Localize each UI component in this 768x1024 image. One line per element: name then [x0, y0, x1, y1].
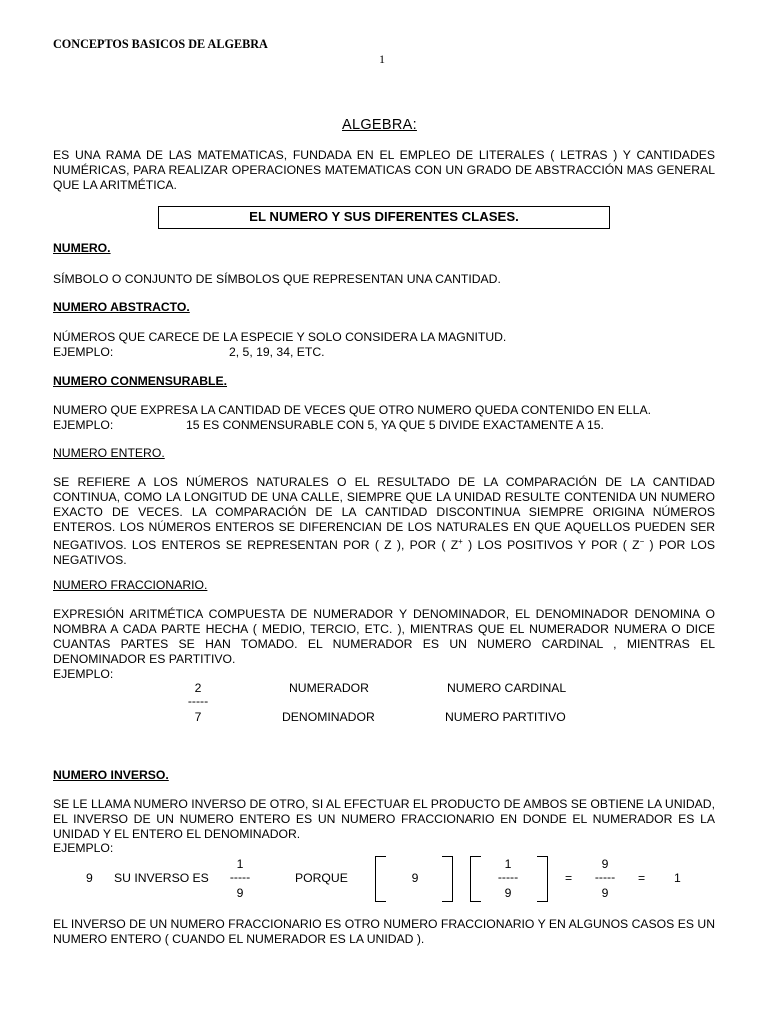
- inverse-numerator: 1: [236, 857, 244, 871]
- result-numerator: 9: [601, 857, 609, 871]
- fraction-denominator: 7: [194, 710, 202, 724]
- entero-heading: NUMERO ENTERO.: [53, 446, 165, 460]
- fraccionario-text: EXPRESIÓN ARITMÉTICA COMPUESTA DE NUMERADOR Y DENOMINADOR, EL DENOMINADOR DENOMINA O NOMBRA A CADA PARTE HECHA ( MEDIO, TERCIO, ETC. ), MIENTRAS QUE EL NUMERADOR NUMERA O DICE CUANTAS PARTES SE HAN TOMADO. EL NUMERADOR ES UN NUMERO CARDINAL , MIENTRAS EL DENOMINADOR ES PARTITIVO.: [53, 607, 715, 666]
- fraccionario-heading: NUMERO FRACCIONARIO.: [53, 578, 208, 592]
- entero-text-end: ) POR LOS NEGATIVOS.: [53, 537, 715, 567]
- left-bracket-1: [375, 856, 386, 902]
- conmensurable-example-label: EJEMPLO:: [53, 418, 114, 432]
- page-title: ALGEBRA:: [342, 117, 417, 133]
- bracket2-bar: -----: [497, 870, 519, 884]
- desc-cardinal: NUMERO CARDINAL: [447, 681, 567, 695]
- numero-heading: NUMERO.: [53, 241, 111, 255]
- running-header: CONCEPTOS BASICOS DE ALGEBRA: [53, 37, 268, 51]
- result-denominator: 9: [601, 886, 609, 900]
- conmensurable-heading: NUMERO CONMENSURABLE.: [53, 374, 228, 388]
- fraccionario-example-label: EJEMPLO:: [53, 667, 114, 681]
- su-inverso-text: SU INVERSO ES: [114, 871, 209, 885]
- conmensurable-example-value: 15 ES CONMENSURABLE CON 5, YA QUE 5 DIVIDE EXACTAMENTE A 15.: [186, 418, 604, 432]
- abstracto-example-label: EJEMPLO:: [53, 345, 114, 359]
- page-number: 1: [379, 52, 385, 66]
- intro-paragraph: ES UNA RAMA DE LAS MATEMATICAS, FUNDADA EN EL EMPLEO DE LITERALES ( LETRAS ) Y CANTIDADES NUMÉRICAS, PARA REALIZAR OPERACIONES MATEMATICAS CON UN GRADO DE ABSTRACCIÓN MAS GENERAL QUE LA ARITMÉTICA.: [53, 148, 715, 192]
- inverse-denominator: 9: [236, 886, 244, 900]
- inverso-heading: NUMERO INVERSO.: [53, 768, 169, 782]
- desc-partitivo: NUMERO PARTITIVO: [445, 710, 566, 724]
- entero-text-mid: ) LOS POSITIVOS Y POR ( Z: [462, 537, 640, 552]
- inverso-closing-text: EL INVERSO DE UN NUMERO FRACCIONARIO ES OTRO NUMERO FRACCIONARIO Y EN ALGUNOS CASOS ES UN NUMERO ENTERO ( CUANDO EL NUMERADOR ES LA UNIDAD ).: [53, 917, 715, 946]
- abstracto-text: NÚMEROS QUE CARECE DE LA ESPECIE Y SOLO CONSIDERA LA MAGNITUD.: [53, 330, 507, 344]
- label-denominador: DENOMINADOR: [282, 710, 375, 724]
- inverso-example-label: EJEMPLO:: [53, 841, 114, 855]
- equals-sign-2: =: [638, 871, 646, 885]
- bracket2-numerator: 1: [504, 857, 512, 871]
- abstracto-example-value: 2, 5, 19, 34, ETC.: [229, 345, 325, 359]
- superscript-minus: −: [639, 536, 645, 546]
- conmensurable-text: NUMERO QUE EXPRESA LA CANTIDAD DE VECES QUE OTRO NUMERO QUEDA CONTENIDO EN ELLA.: [53, 403, 651, 417]
- entero-text-main: SE REFIERE A LOS NÚMEROS NATURALES O EL RESULTADO DE LA COMPARACIÓN DE LA CANTIDAD CONTINUA, COMO LA LONGITUD DE UNA CALLE, SIEMPRE QUE LA UNIDAD RESULTE CONTENIDA UN NUMERO EXACTO DE VECES. LA COMPARACIÓN DE LA CANTIDAD DISCONTINUA SIEMPRE ORIGINA NÚMEROS ENTEROS. LOS NÚMEROS ENTEROS SE DIFERENCIAN DE LOS NATURALES EN QUE AQUELLOS PUEDEN SER NEGATIVOS. LOS ENTEROS SE REPRESENTAN POR ( Z ), POR ( Z: [53, 475, 715, 552]
- right-bracket-2: [537, 856, 548, 902]
- fraction-numerator: 2: [194, 681, 202, 695]
- section-title-box: EL NUMERO Y SUS DIFERENTES CLASES.: [158, 206, 610, 229]
- inverse-number: 9: [86, 871, 93, 885]
- bracket1-value: 9: [411, 871, 419, 885]
- label-numerador: NUMERADOR: [289, 681, 369, 695]
- entero-text: [53, 475, 715, 568]
- result-bar: -----: [594, 870, 616, 884]
- fraction-bar: -----: [187, 694, 209, 708]
- left-bracket-2: [470, 856, 481, 902]
- superscript-plus: +: [458, 536, 463, 546]
- numero-text: SÍMBOLO O CONJUNTO DE SÍMBOLOS QUE REPRESENTAN UNA CANTIDAD.: [53, 272, 501, 286]
- bracket2-denominator: 9: [504, 886, 512, 900]
- right-bracket-1: [442, 856, 453, 902]
- equals-sign-1: =: [565, 871, 573, 885]
- abstracto-heading: NUMERO ABSTRACTO.: [53, 300, 190, 314]
- final-result: 1: [674, 871, 681, 885]
- porque-text: PORQUE: [295, 871, 348, 885]
- inverso-text: SE LE LLAMA NUMERO INVERSO DE OTRO, SI AL EFECTUAR EL PRODUCTO DE AMBOS SE OBTIENE LA UNIDAD, EL INVERSO DE UN NUMERO ENTERO ES UN NUMERO FRACCIONARIO EN DONDE EL NUMERADOR ES LA UNIDAD Y EL ENTERO EL DENOMINADOR.: [53, 797, 715, 841]
- inverse-bar: -----: [229, 870, 251, 884]
